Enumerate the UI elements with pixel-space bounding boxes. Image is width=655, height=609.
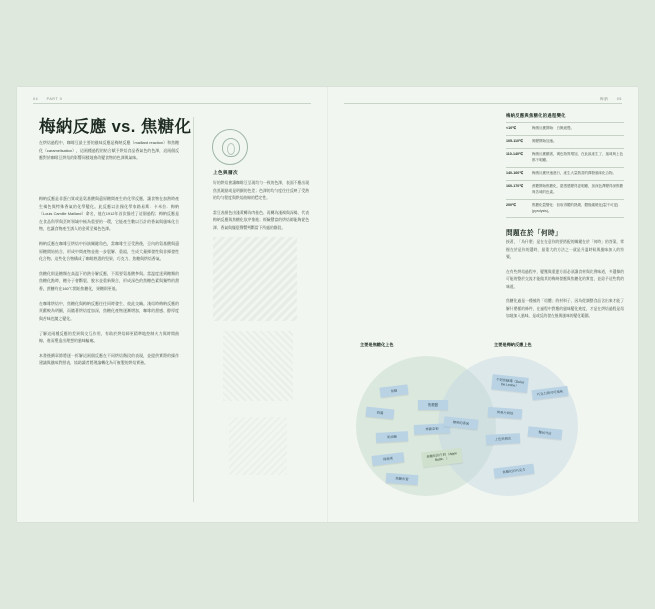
table-row <box>506 122 624 135</box>
coffee-bean-emblem-icon <box>212 129 248 165</box>
venn-right-label: 主要是梅納反應上色 <box>494 342 532 347</box>
venn-chip: 上色與層次 <box>486 433 520 445</box>
table-cell-temperature: <10℃ <box>506 126 517 130</box>
sidebar-paragraph: 好的烘焙會讓咖啡豆呈現均勻一致的色澤，表面不應出現焦黑斑點或是明顯的色差；色澤的均勻度往往反映了受熱的均勻程度與烘焙曲線的穩定性。 <box>213 181 309 201</box>
table-cell-temperature: 200℃ <box>506 202 517 207</box>
table-cell-description: 梅納反應開始：白飯緩慢。 <box>532 126 574 130</box>
venn-chip: 烤蘋果 <box>372 452 405 466</box>
question-paragraph: 焦糖化過是一種被的「焙體」的材料子，因為從調整食品含出來才能了解什麼樣的條件，在過程中對應的風味變化進度，才是在烘焙過程是焙加地加入風味，是或反的發在後與風味的變化範圍。 <box>506 299 624 318</box>
decorative-hatch-shape <box>213 237 297 321</box>
sidebar-paragraph: 當豆表顏色由淺黃轉為肉桂色、再轉為淺褐與深褐，代表梅納反應與焦糖化依序推進；經驗豐富的烘焙師能夠從色澤、香氣與爆裂聲響判斷當下所處的階段。 <box>213 210 309 230</box>
table-cell-description: 蔗糖開始焦糖化，甜感感變得更明顯，加深色澤變得深焦糖與苦味的色素。 <box>532 183 623 194</box>
table-cell-temperature: 105-110℃ <box>506 138 524 143</box>
table-row <box>506 199 624 219</box>
venn-chip: 烤麥片烘焙 <box>488 407 523 419</box>
venn-diagram <box>342 342 625 517</box>
table-cell-temperature: 110-140℃ <box>506 151 524 156</box>
venn-left-label: 主要是焦糖化上色 <box>360 342 394 347</box>
table-cell-description: 焦糖化裂變化：但取得體的熱燒、體後碳燒化(裂不可逆)(pyrolysis)。 <box>532 202 619 213</box>
table-row <box>506 148 624 167</box>
lead-paragraph: 在烘焙過程中，咖啡豆最主要的風味反應是梅納反應（maillard reaction）和焦糖化（caramelisation），這兩種過程的結合賦予烘焙食品香氣色的色澤，這兩個反應對於咖啡豆烘焙的影響同樣地會改變食物的色澤與氣味。 <box>39 140 179 161</box>
sidebar-body <box>213 180 309 240</box>
left-page-top-rule <box>33 103 311 104</box>
question-paragraph: 接著，「為什麼」是在在意你的要搭配的關鍵在於「何時」的答案，掌握在於是你的選時，最重大的方法之一就是升溫時候與風味加入的符號。 <box>506 240 624 259</box>
venn-chip: 焦糖 <box>380 384 409 397</box>
venn-chip: 焦糖化的巧克力 <box>494 464 535 479</box>
left-running-head: 04 PART 0 <box>33 97 63 101</box>
venn-chip: 奶醬 <box>366 407 395 420</box>
venn-chip-overlap: 焦糖化的牛奶（Appe Butte．） <box>421 448 462 467</box>
table-cell-description: 梅納反應快速進行，產生大量熱香的揮發風味化合物。 <box>532 170 616 175</box>
body-paragraph: 焦糖化則是糖類在高溫下的熱分解反應，不需要氨基酸參與。當溫度達到糖類的焦糖化點時，糖分子會斷裂、脫水並重新聚合，形成深色的焦糖色素與獨特的甜香。蔗糖約在160℃開始焦糖化，果糖則更低。 <box>39 270 179 292</box>
column-divider <box>193 117 194 502</box>
venn-chip: 麵包外皮 <box>528 426 563 439</box>
question-paragraph: 在有些烘焙過程中，變壓與重建方面必須讓食材與比例味道，多選擇的可能的整於交流才能做其的梅納發應與焦糖化的實度，並給予這些我的味道。 <box>506 269 624 289</box>
decorative-hatch-shape <box>229 417 287 475</box>
body-paragraph: 在咖啡烘焙中，焦糖化與梅納反應往往同時發生、彼此交織。淺焙時梅納反應的貢獻較為明顯，而隨著烘焙度加深，焦糖化產物逐漸增加，咖啡的甜感、醇厚度與苦味也隨之變化。 <box>39 300 179 321</box>
body-column <box>39 195 179 374</box>
right-page-top-rule <box>344 103 622 104</box>
body-paragraph: 了解這兩種反應的差異與交互作用，有助於烘焙師更精準地控制火力與時間曲線，進而塑造出理想的風味輪廓。 <box>39 330 179 344</box>
venn-chip-overlap: 咖啡的香氣 <box>444 416 479 429</box>
right-page <box>328 87 638 522</box>
table-row <box>506 167 624 180</box>
book-spread <box>17 87 638 522</box>
table-cell-description: 梅納反應顯著，褐色物質增加，在此區產生了、風味與上色都不明顯。 <box>532 151 623 162</box>
table-cell-description: 褐變開始加速。 <box>532 138 557 143</box>
body-paragraph: 梅納反應是非蛋白質或是氨基酸與還原糖間產生的化學反應，讓食物在加熱時產生褐色與特殊香氣的化學變化。此反應以法國化學家路易斯．卡米拉．梅納（Louis Camille Maillard）命名，他在1912年首次描述了這個過程；梅納反應是在食品科學與烹飪領域中極為重要的一環，它能產生數以百計的香氣與風味化合物，也讓食物產生誘人的金黃至褐色色澤。 <box>39 196 179 232</box>
section-heading-question: 問題在於「何時」 <box>506 230 562 237</box>
venn-chip: 牛奶焦糖醬（Dulce De Leche） <box>491 374 528 392</box>
question-body <box>506 239 624 328</box>
page-title: 梅納反應 vs. 焦糖化 <box>39 118 192 136</box>
table-cell-temperature: 160-170℃ <box>506 183 524 188</box>
right-running-head: 梅納 05 <box>600 97 622 101</box>
venn-chip-overlap: 焦糖醬 <box>418 400 448 410</box>
venn-chip-overlap: 烤蔬菜根 <box>414 423 450 435</box>
table-row <box>506 135 624 148</box>
venn-chip: 焦糖布蕾 <box>386 473 419 485</box>
table-row <box>506 180 624 199</box>
venn-chip: 奶油糖 <box>376 431 408 442</box>
decorative-hatch-shape <box>223 331 293 401</box>
left-page <box>17 87 327 522</box>
body-paragraph: 梅納反應在咖啡豆烘焙中扮演關鍵角色，當咖啡生豆受熱後，豆內的氨基酸與還原糖開始結合，形成中間產物並進一步裂解、重組，生成大量揮發性與非揮發性化合物。這些化合物構成了咖啡熟悉的堅果、巧克力、焦糖與烘焙香氣。 <box>39 241 179 262</box>
venn-chip: 巧克力與可可風味 <box>532 386 569 400</box>
temperature-table <box>506 122 624 218</box>
sidebar-heading: 上色與層次 <box>213 170 238 175</box>
table-title: 梅納反應與焦糖化的過程變化 <box>506 113 566 118</box>
table-cell-temperature: 140-160℃ <box>506 170 524 175</box>
body-paragraph: 本書後續章節將逐一拆解這兩個反應在不同烘焙階段的表現，並提供實際的操作建議與風味對照表，協助讀者將理論轉化為可複製的烘焙實務。 <box>39 352 179 366</box>
